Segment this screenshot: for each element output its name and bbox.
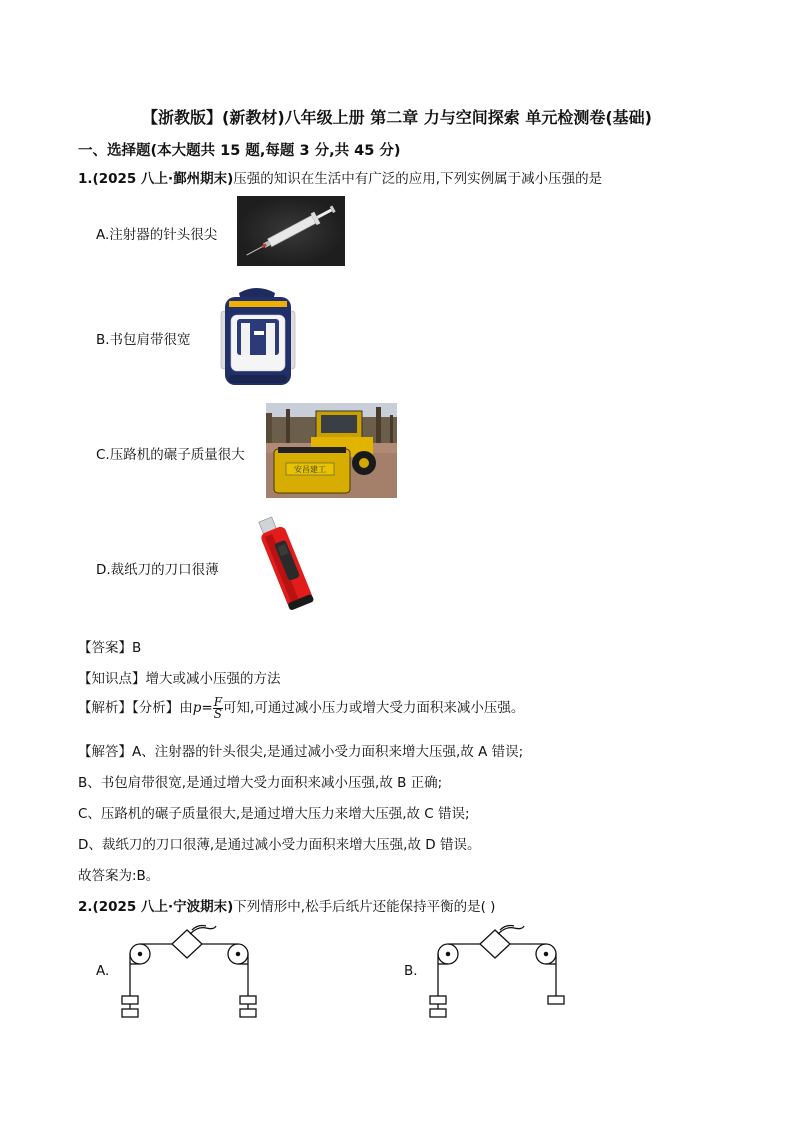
knowledge-line <box>78 667 281 687</box>
solution-line-4: D、裁纸刀的刀口很薄,是通过减小受力面积来增大压强,故 D 错误。 <box>78 837 481 853</box>
backpack-image <box>215 283 299 388</box>
question-2 <box>78 895 495 915</box>
q2-diagram-b <box>420 920 570 1025</box>
question-source: (2025 八上·宁波期末) <box>92 899 234 915</box>
utility-knife-image <box>237 512 342 618</box>
formula-p: p <box>192 700 202 716</box>
syringe-image <box>237 196 345 266</box>
document-title: 【浙教版】(新教材)八年级上册 第二章 力与空间探索 单元检测卷(基础) <box>142 108 652 127</box>
q2-option-a-label: A. <box>96 963 110 979</box>
answer-line <box>78 636 141 656</box>
formula-equals: = <box>201 700 213 716</box>
question-stem: 下列情形中,松手后纸片还能保持平衡的是( ) <box>233 899 496 915</box>
knowledge-tag: 【知识点】 <box>78 671 146 687</box>
formula-denominator: S <box>213 706 222 721</box>
knowledge-text: 增大或减小压强的方法 <box>145 671 281 687</box>
question-number: 1. <box>78 171 93 187</box>
option-d: D.裁纸刀的刀口很薄 <box>96 562 219 578</box>
solution-line-3: C、压路机的碾子质量很大,是通过增大压力来增大压强,故 C 错误; <box>78 806 470 822</box>
solution-line-1: 【解答】A、注射器的针头很尖,是通过减小受力面积来增大压强,故 A 错误; <box>78 744 524 760</box>
answer-tag: 【答案】 <box>78 640 132 656</box>
q2-diagram-a <box>112 920 262 1025</box>
analysis-line: 【解析】【分析】由p= $\frac{F}{S}$ 可知,可通过减小压力或增大受力面积来减小压强。 <box>78 694 525 721</box>
option-c: C.压路机的碾子质量很大 <box>96 447 245 463</box>
solution-line-2: B、书包肩带很宽,是通过增大受力面积来减小压强,故 B 正确; <box>78 775 443 791</box>
q2-option-b-label: B. <box>404 963 418 979</box>
question-stem: 压强的知识在生活中有广泛的应用,下列实例属于减小压强的是 <box>233 171 603 187</box>
analysis-text: 可知,可通过减小压力或增大受力面积来减小压强。 <box>223 700 525 716</box>
section-heading: 一、选择题(本大题共 15 题,每题 3 分,共 45 分) <box>78 143 401 159</box>
solution-tag: 【解答】 <box>78 744 132 760</box>
roller-sign-text: 安昌建工 <box>294 465 326 474</box>
question-number: 2. <box>78 899 93 915</box>
option-a: A.注射器的针头很尖 <box>96 227 218 243</box>
road-roller-image <box>266 403 397 498</box>
analysis-subtag: 【分析】 <box>132 700 180 716</box>
formula-fraction <box>213 694 223 721</box>
answer-value: B <box>132 640 142 656</box>
formula-numerator: F <box>213 694 223 709</box>
question-source: (2025 八上·鄞州期末) <box>92 171 234 187</box>
question-1 <box>78 167 602 187</box>
option-b: B.书包肩带很宽 <box>96 332 191 348</box>
analysis-tag: 【解析】 <box>78 700 132 716</box>
final-answer: 故答案为:B。 <box>78 868 160 884</box>
